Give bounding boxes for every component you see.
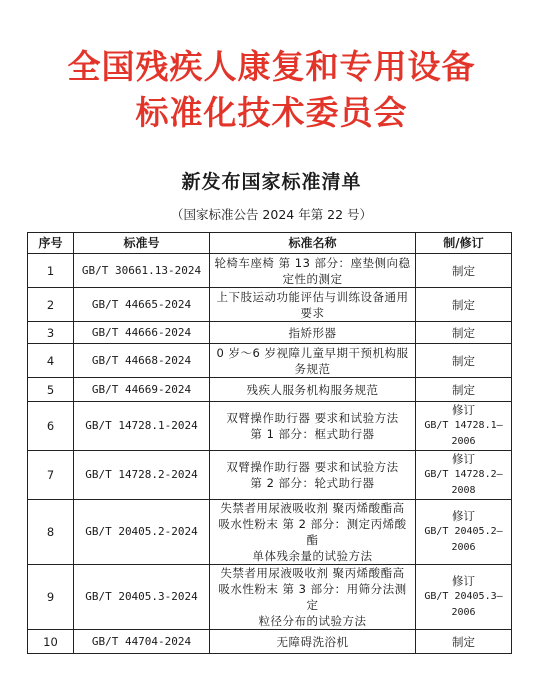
status-label: 制定 <box>452 353 475 368</box>
status-label: 修订 <box>452 452 475 466</box>
header-code: 标准号 <box>74 233 210 254</box>
standard-name-line: 第 2 部分：轮式助行器 <box>250 476 375 490</box>
replaced-standard: GB/T 20405.2—2006 <box>424 526 503 553</box>
row-number: 1 <box>28 254 74 288</box>
status-label: 制定 <box>452 634 475 649</box>
organization-header <box>0 44 543 136</box>
table-row <box>28 288 512 322</box>
standard-name-line: 单体残余量的试验方法 <box>252 549 373 563</box>
standard-name-line: 双臂操作助行器 要求和试验方法 <box>226 460 399 474</box>
revision-status <box>416 565 512 630</box>
standard-name-line: 失禁者用尿液吸收剂 聚丙烯酸酯高 <box>220 566 405 580</box>
standard-code: GB/T 20405.3-2024 <box>74 565 210 630</box>
table-row <box>28 451 512 500</box>
standard-name <box>210 322 416 344</box>
row-number: 9 <box>28 565 74 630</box>
header-no: 序号 <box>28 233 74 254</box>
status-label: 制定 <box>452 263 475 278</box>
table-row <box>28 254 512 288</box>
table-row <box>28 500 512 565</box>
standard-name-line: 吸水性粉末 第 3 部分：用筛分法测定 <box>218 582 407 612</box>
standard-code: GB/T 14728.2-2024 <box>74 451 210 500</box>
revision-status <box>416 254 512 288</box>
standard-name-line: 务规范 <box>294 361 331 376</box>
header-status: 制/修订 <box>416 233 512 254</box>
standard-name <box>210 402 416 451</box>
standard-name <box>210 254 416 288</box>
revision-status <box>416 378 512 402</box>
status-label: 修订 <box>452 403 475 417</box>
standard-code: GB/T 44668-2024 <box>74 344 210 378</box>
row-number: 5 <box>28 378 74 402</box>
revision-status <box>416 451 512 500</box>
standard-name-line: 残疾人服务机构服务规范 <box>246 382 379 397</box>
standards-table <box>27 232 512 654</box>
standard-name <box>210 451 416 500</box>
revision-status <box>416 402 512 451</box>
row-number: 8 <box>28 500 74 565</box>
standard-name-line: 要求 <box>300 305 325 320</box>
standard-code: GB/T 14728.1-2024 <box>74 402 210 451</box>
row-number: 2 <box>28 288 74 322</box>
status-label: 修订 <box>452 574 475 588</box>
standard-name-line: 轮椅车座椅 第 13 部分：座垫侧向稳 <box>214 255 411 270</box>
header-name: 标准名称 <box>210 233 416 254</box>
status-label: 制定 <box>452 325 475 340</box>
standard-name <box>210 288 416 322</box>
status-label: 修订 <box>452 509 475 523</box>
standard-code: GB/T 44665-2024 <box>74 288 210 322</box>
standard-name-line: 吸水性粉末 第 2 部分：测定丙烯酸酯 <box>218 517 407 547</box>
revision-status <box>416 344 512 378</box>
document-title: 新发布国家标准清单 <box>181 171 362 193</box>
standard-code: GB/T 30661.13-2024 <box>74 254 210 288</box>
revision-status <box>416 322 512 344</box>
revision-status <box>416 288 512 322</box>
standard-name-line: 第 1 部分：框式助行器 <box>250 427 375 441</box>
status-label: 制定 <box>452 297 475 312</box>
standard-name <box>210 630 416 654</box>
standard-name <box>210 565 416 630</box>
standard-name <box>210 344 416 378</box>
table-row <box>28 565 512 630</box>
table-header-row <box>28 233 512 254</box>
replaced-standard: GB/T 14728.2—2008 <box>424 469 503 496</box>
status-label: 制定 <box>452 382 475 397</box>
standard-name-line: 上下肢运动功能评估与训练设备通用 <box>216 289 409 304</box>
row-number: 10 <box>28 630 74 654</box>
header-line-1: 全国残疾人康复和专用设备 <box>67 47 476 86</box>
standard-name <box>210 378 416 402</box>
standard-name-line: 指矫形器 <box>288 325 337 340</box>
table-row <box>28 402 512 451</box>
revision-status <box>416 500 512 565</box>
standard-name-line: 0 岁～6 岁视障儿童早期干预机构服 <box>216 345 409 360</box>
standard-name-line: 定性的测定 <box>282 271 343 286</box>
table-row <box>28 322 512 344</box>
revision-status <box>416 630 512 654</box>
standard-name-line: 无障碍洗浴机 <box>276 634 349 649</box>
header-line-2: 标准化技术委员会 <box>135 93 408 132</box>
standard-code: GB/T 44704-2024 <box>74 630 210 654</box>
standard-code: GB/T 44666-2024 <box>74 322 210 344</box>
table-row <box>28 378 512 402</box>
standard-code: GB/T 20405.2-2024 <box>74 500 210 565</box>
row-number: 7 <box>28 451 74 500</box>
replaced-standard: GB/T 20405.3—2006 <box>424 591 503 618</box>
table-row <box>28 344 512 378</box>
row-number: 4 <box>28 344 74 378</box>
document-subtitle: （国家标准公告 2024 年第 22 号） <box>170 207 373 222</box>
standard-code: GB/T 44669-2024 <box>74 378 210 402</box>
row-number: 3 <box>28 322 74 344</box>
standard-name-line: 双臂操作助行器 要求和试验方法 <box>226 411 399 425</box>
standard-name <box>210 500 416 565</box>
replaced-standard: GB/T 14728.1—2006 <box>424 420 503 447</box>
row-number: 6 <box>28 402 74 451</box>
table-row <box>28 630 512 654</box>
standard-name-line: 粒径分布的试验方法 <box>258 614 367 628</box>
standard-name-line: 失禁者用尿液吸收剂 聚丙烯酸酯高 <box>220 501 405 515</box>
